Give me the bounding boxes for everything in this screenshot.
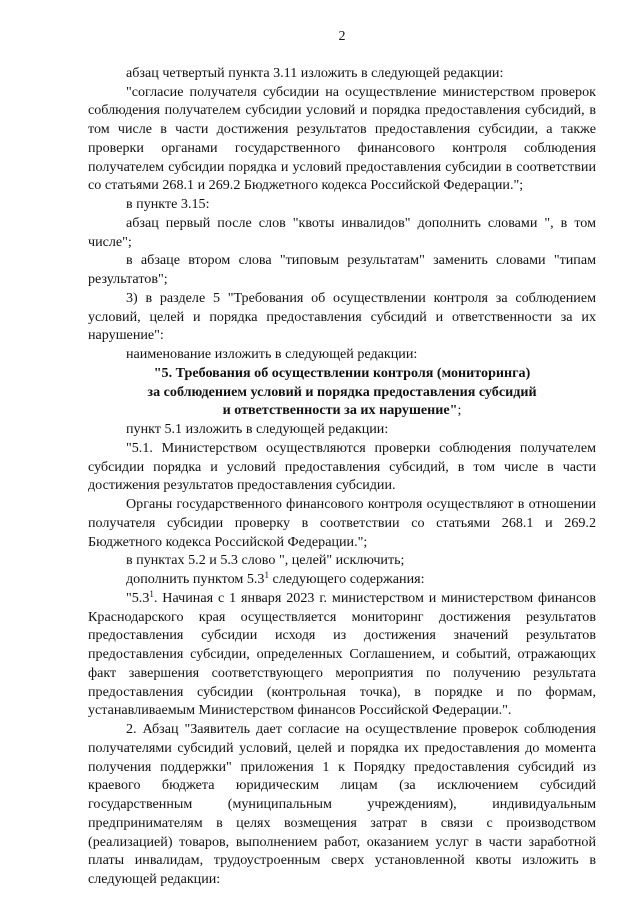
item-number: "5.3 <box>126 589 150 606</box>
supplement-text-tail: следующего содержания: <box>268 571 425 587</box>
item-5-3-1-paragraph <box>88 589 596 720</box>
superscript: 1 <box>264 570 269 580</box>
section-heading <box>88 364 596 420</box>
heading-line <box>88 401 596 420</box>
supplement-text: дополнить пунктом 5.3 <box>126 571 265 587</box>
paragraph: абзац четвертый пункта 3.11 изложить в следующей редакции: <box>126 64 504 81</box>
paragraph: в абзаце втором слова "типовым результатам" заменить словами "типам результатов"; <box>88 252 596 287</box>
paragraph: в пункте 3.15: <box>126 196 210 212</box>
heading-line: "5. Требования об осуществлении контроля (мониторинга) <box>153 364 531 381</box>
paragraph: 3) в разделе 5 "Требования об осуществлении контроля за соблюдением условий, целей и порядка предоставления субсидий и ответственности за их нарушение": <box>88 289 596 344</box>
paragraph: "согласие получателя субсидии на осуществление министерством проверок соблюдения получателем субсидии условий и порядка предоставления субсидий, в том числе в части достижения результатов предоставления субсидии, а также проверки органами государственного финансового контроля соблюдения получателем субсидии порядка и условий предоставления субсидии в соответствии со статьями 268.1 и 269.2 Бюджетного кодекса Российской Федерации."; <box>88 83 596 194</box>
paragraph: пункт 5.1 изложить в следующей редакции: <box>126 421 389 437</box>
final-paragraph: 2. Абзац "Заявитель дает согласие на осуществление проверок соблюдения получателями субсидий условий, целей и порядка их предоставления до момента получения поддержки" приложения 1 к Порядку предоставления субсидий из краевого бюджета юридическим лицам (за исключением субсидий государственным (муниципальным учреждениям), индивидуальным предпринимателям в целях возмещения затрат в связи с производством (реализацией) товаров, выполнением работ, оказанием услуг в части заработной платы инвалидам, трудоустроенным сверх установленной квоты изложить в следующей редакции: <box>88 721 596 887</box>
heading-line: за соблюдением условий и порядка предоставления субсидий <box>147 383 537 400</box>
supplement-paragraph <box>88 570 596 589</box>
paragraph: "5.1. Министерством осуществляются проверки соблюдения получателем субсидии порядка и условий предоставления субсидий, в том числе в части достижения результатов предоставления субсидии. <box>88 439 596 494</box>
paragraph: Органы государственного финансового контроля осуществляют в отношении получателя субсидии проверку в соответствии со статьями 268.1 и 269.2 Бюджетного кодекса Российской Федерации."; <box>88 496 596 550</box>
paragraph: абзац первый после слов "квоты инвалидов" дополнить словами ", в том числе"; <box>88 214 596 250</box>
page-number: 2 <box>338 29 346 44</box>
paragraph: наименование изложить в следующей редакции: <box>126 346 418 362</box>
heading-line-tail: ; <box>457 402 462 419</box>
paragraph: в пунктах 5.2 и 5.3 слово ", целей" исключить; <box>126 552 405 569</box>
heading-line-text: и ответственности за их нарушение" <box>222 402 458 419</box>
superscript: 1 <box>149 588 154 599</box>
item-text: . Начиная с 1 января 2023 г. министерством и министерством финансов Краснодарского края осуществляется мониторинг достижения результатов предоставления субсидии исходя из достижения значений результатов предоставления субсидии, определенных Соглашением, и событий, отражающих факт завершения соответствующего мероприятия по получению результата предоставления субсидии (контрольная точка), в порядке и по формам, устанавливаемым Министерством финансов Российской Федерации.". <box>88 589 596 719</box>
